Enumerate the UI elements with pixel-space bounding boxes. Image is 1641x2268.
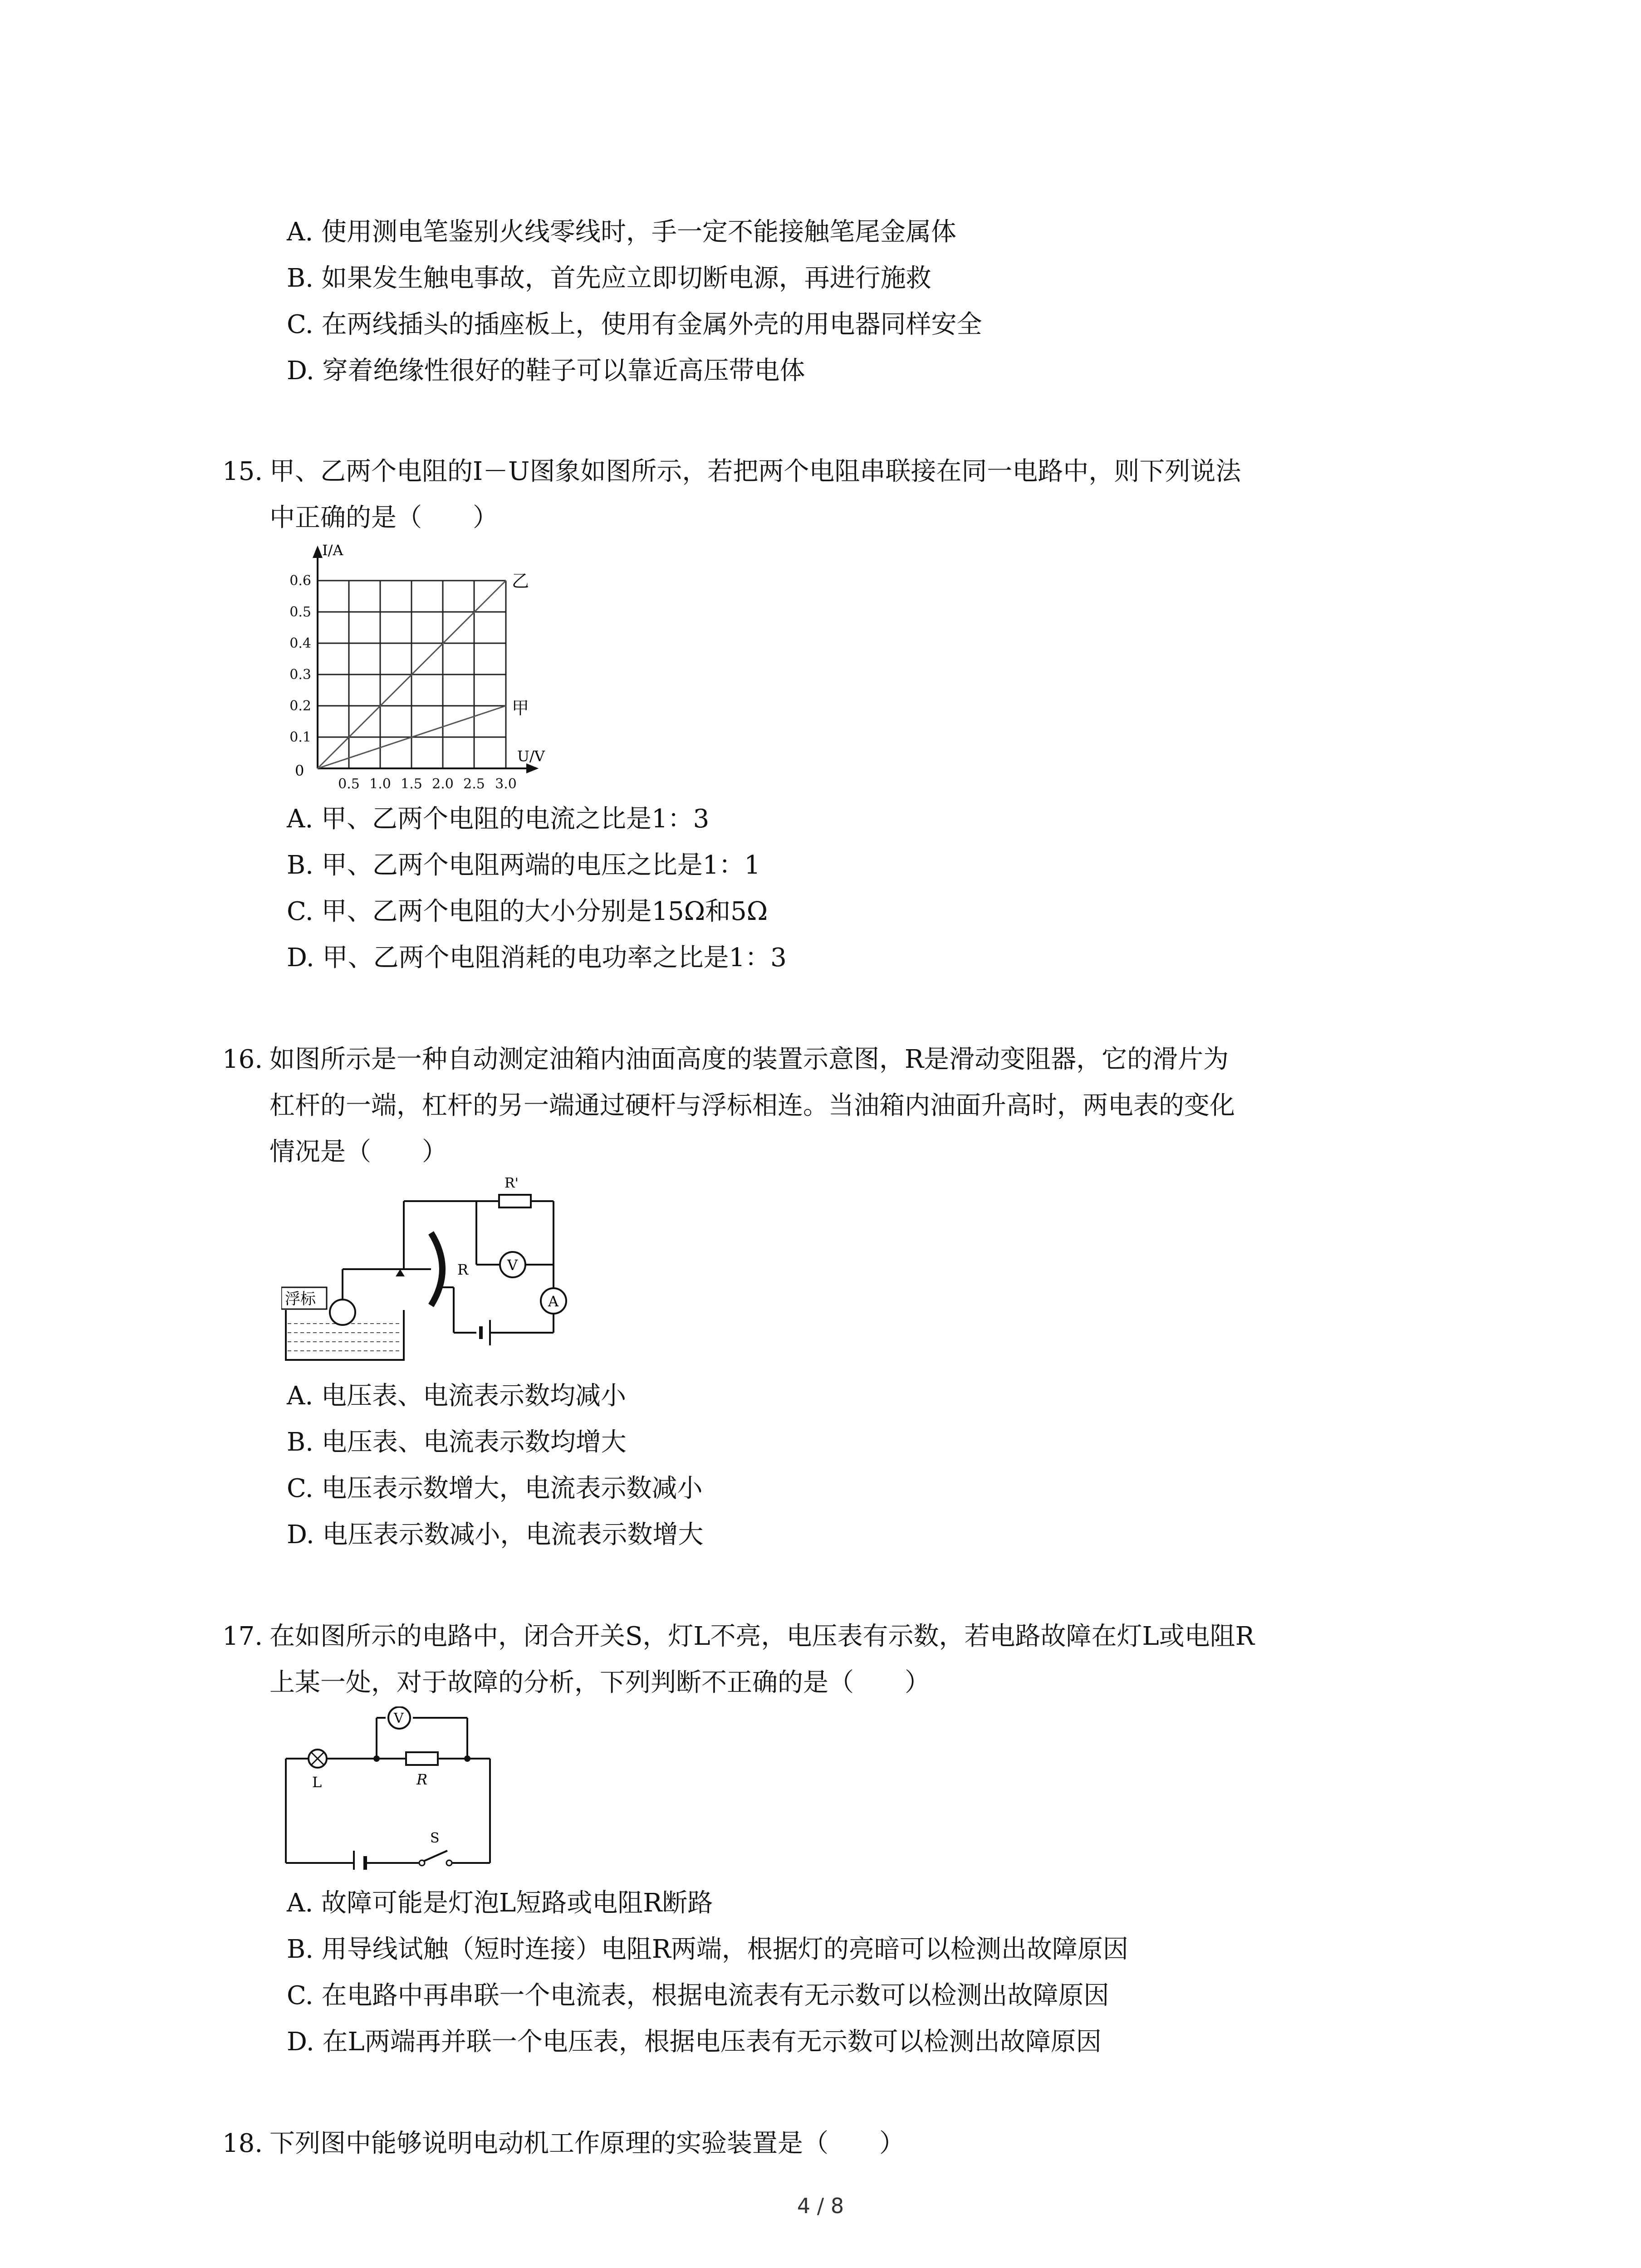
q16-oil-tank-circuit — [281, 1174, 590, 1364]
q16-option-b: B. 电压表、电流表示数均增大 — [287, 1427, 627, 1457]
q17-stem-line1: 在如图所示的电路中，闭合开关S，灯L不亮，电压表有示数，若电路故障在灯L或电阻R — [269, 1622, 1254, 1651]
xtick: 1.5 — [401, 776, 422, 792]
line-jia-label: 甲 — [512, 698, 529, 718]
slide-rheostat — [431, 1233, 442, 1305]
line-yi-label: 乙 — [512, 571, 529, 591]
q16-option-a: A. 电压表、电流表示数均减小 — [287, 1381, 627, 1411]
origin-label: 0 — [295, 762, 304, 779]
q17-number: 17. — [222, 1622, 263, 1651]
q16-stem-line3: 情况是（ ） — [269, 1137, 447, 1167]
q17-option-a: A. 故障可能是灯泡L短路或电阻R断路 — [287, 1888, 713, 1918]
q16-number: 16. — [222, 1045, 263, 1074]
q17-circuit — [277, 1706, 504, 1870]
v-label: V — [507, 1256, 518, 1274]
q16-stem-line1: 如图所示是一种自动测定油箱内油面高度的装置示意图，R是滑动变阻器，它的滑片为 — [269, 1045, 1229, 1074]
ytick: 0.4 — [289, 635, 311, 651]
oil-liquid — [288, 1324, 402, 1351]
xlabel: U/V — [517, 748, 545, 765]
ytick: 0.5 — [289, 604, 311, 620]
q15-option-a: A. 甲、乙两个电阻的电流之比是1：3 — [287, 804, 710, 834]
q15-option-b: B. 甲、乙两个电阻两端的电压之比是1：1 — [287, 850, 761, 880]
r-label: R — [416, 1771, 428, 1788]
q14-option-a: A. 使用测电笔鉴别火线零线时，手一定不能接触笔尾金属体 — [287, 217, 957, 247]
xtick: 0.5 — [338, 776, 360, 792]
ytick: 0.2 — [289, 698, 311, 714]
r-label: R — [457, 1261, 469, 1278]
q16-stem-line2: 杠杆的一端，杠杆的另一端通过硬杆与浮标相连。当油箱内油面升高时，两电表的变化 — [269, 1091, 1235, 1120]
q15-stem-line2: 中正确的是（ ） — [269, 503, 498, 533]
rprime-label: R' — [505, 1175, 519, 1191]
q17-option-c: C. 在电路中再串联一个电流表，根据电流表有无示数可以检测出故障原因 — [287, 1981, 1109, 2010]
l-label: L — [312, 1774, 322, 1791]
xtick: 1.0 — [369, 776, 391, 792]
q15-option-d: D. 甲、乙两个电阻消耗的电功率之比是1：3 — [287, 943, 787, 973]
q18-stem-line1: 下列图中能够说明电动机工作原理的实验装置是（ ） — [269, 2129, 905, 2158]
q15-number: 15. — [222, 457, 263, 486]
float-ball — [330, 1300, 355, 1325]
switch-s — [424, 1851, 447, 1861]
q14-option-d: D. 穿着绝缘性很好的鞋子可以靠近高压带电体 — [287, 356, 805, 386]
q15-iu-graph — [272, 540, 567, 798]
q16-option-c: C. 电压表示数增大，电流表示数减小 — [287, 1474, 703, 1503]
q14-option-c: C. 在两线插头的插座板上，使用有金属外壳的用电器同样安全 — [287, 310, 982, 339]
ytick: 0.1 — [289, 729, 311, 745]
q17-option-d: D. 在L两端再并联一个电压表，根据电压表有无示数可以检测出故障原因 — [287, 2027, 1102, 2057]
q15-stem-line1: 甲、乙两个电阻的I－U图象如图所示，若把两个电阻串联接在同一电路中，则下列说法 — [269, 457, 1241, 486]
ytick: 0.3 — [289, 667, 311, 683]
page-number: 4 / 8 — [797, 2194, 844, 2218]
q16-option-d: D. 电压表示数减小，电流表示数增大 — [287, 1520, 704, 1549]
v-label: V — [394, 1711, 404, 1726]
ytick: 0.6 — [289, 573, 311, 589]
q14-option-b: B. 如果发生触电事故，首先应立即切断电源，再进行施救 — [287, 264, 931, 293]
float-label: 浮标 — [285, 1290, 316, 1308]
xtick: 2.0 — [432, 776, 454, 792]
xtick: 3.0 — [495, 776, 517, 792]
q17-stem-line2: 上某一处，对于故障的分析，下列判断不正确的是（ ） — [269, 1668, 930, 1697]
q18-number: 18. — [222, 2129, 263, 2158]
q17-option-b: B. 用导线试触（短时连接）电阻R两端，根据灯的亮暗可以检测出故障原因 — [287, 1935, 1128, 1964]
rprime-resistor — [499, 1195, 531, 1207]
resistor-r — [406, 1752, 438, 1765]
ylabel: I/A — [322, 542, 343, 559]
s-label: S — [430, 1830, 440, 1846]
xtick: 2.5 — [463, 776, 485, 792]
a-label: A — [548, 1293, 559, 1310]
q15-option-c: C. 甲、乙两个电阻的大小分别是15Ω和5Ω — [287, 897, 768, 926]
